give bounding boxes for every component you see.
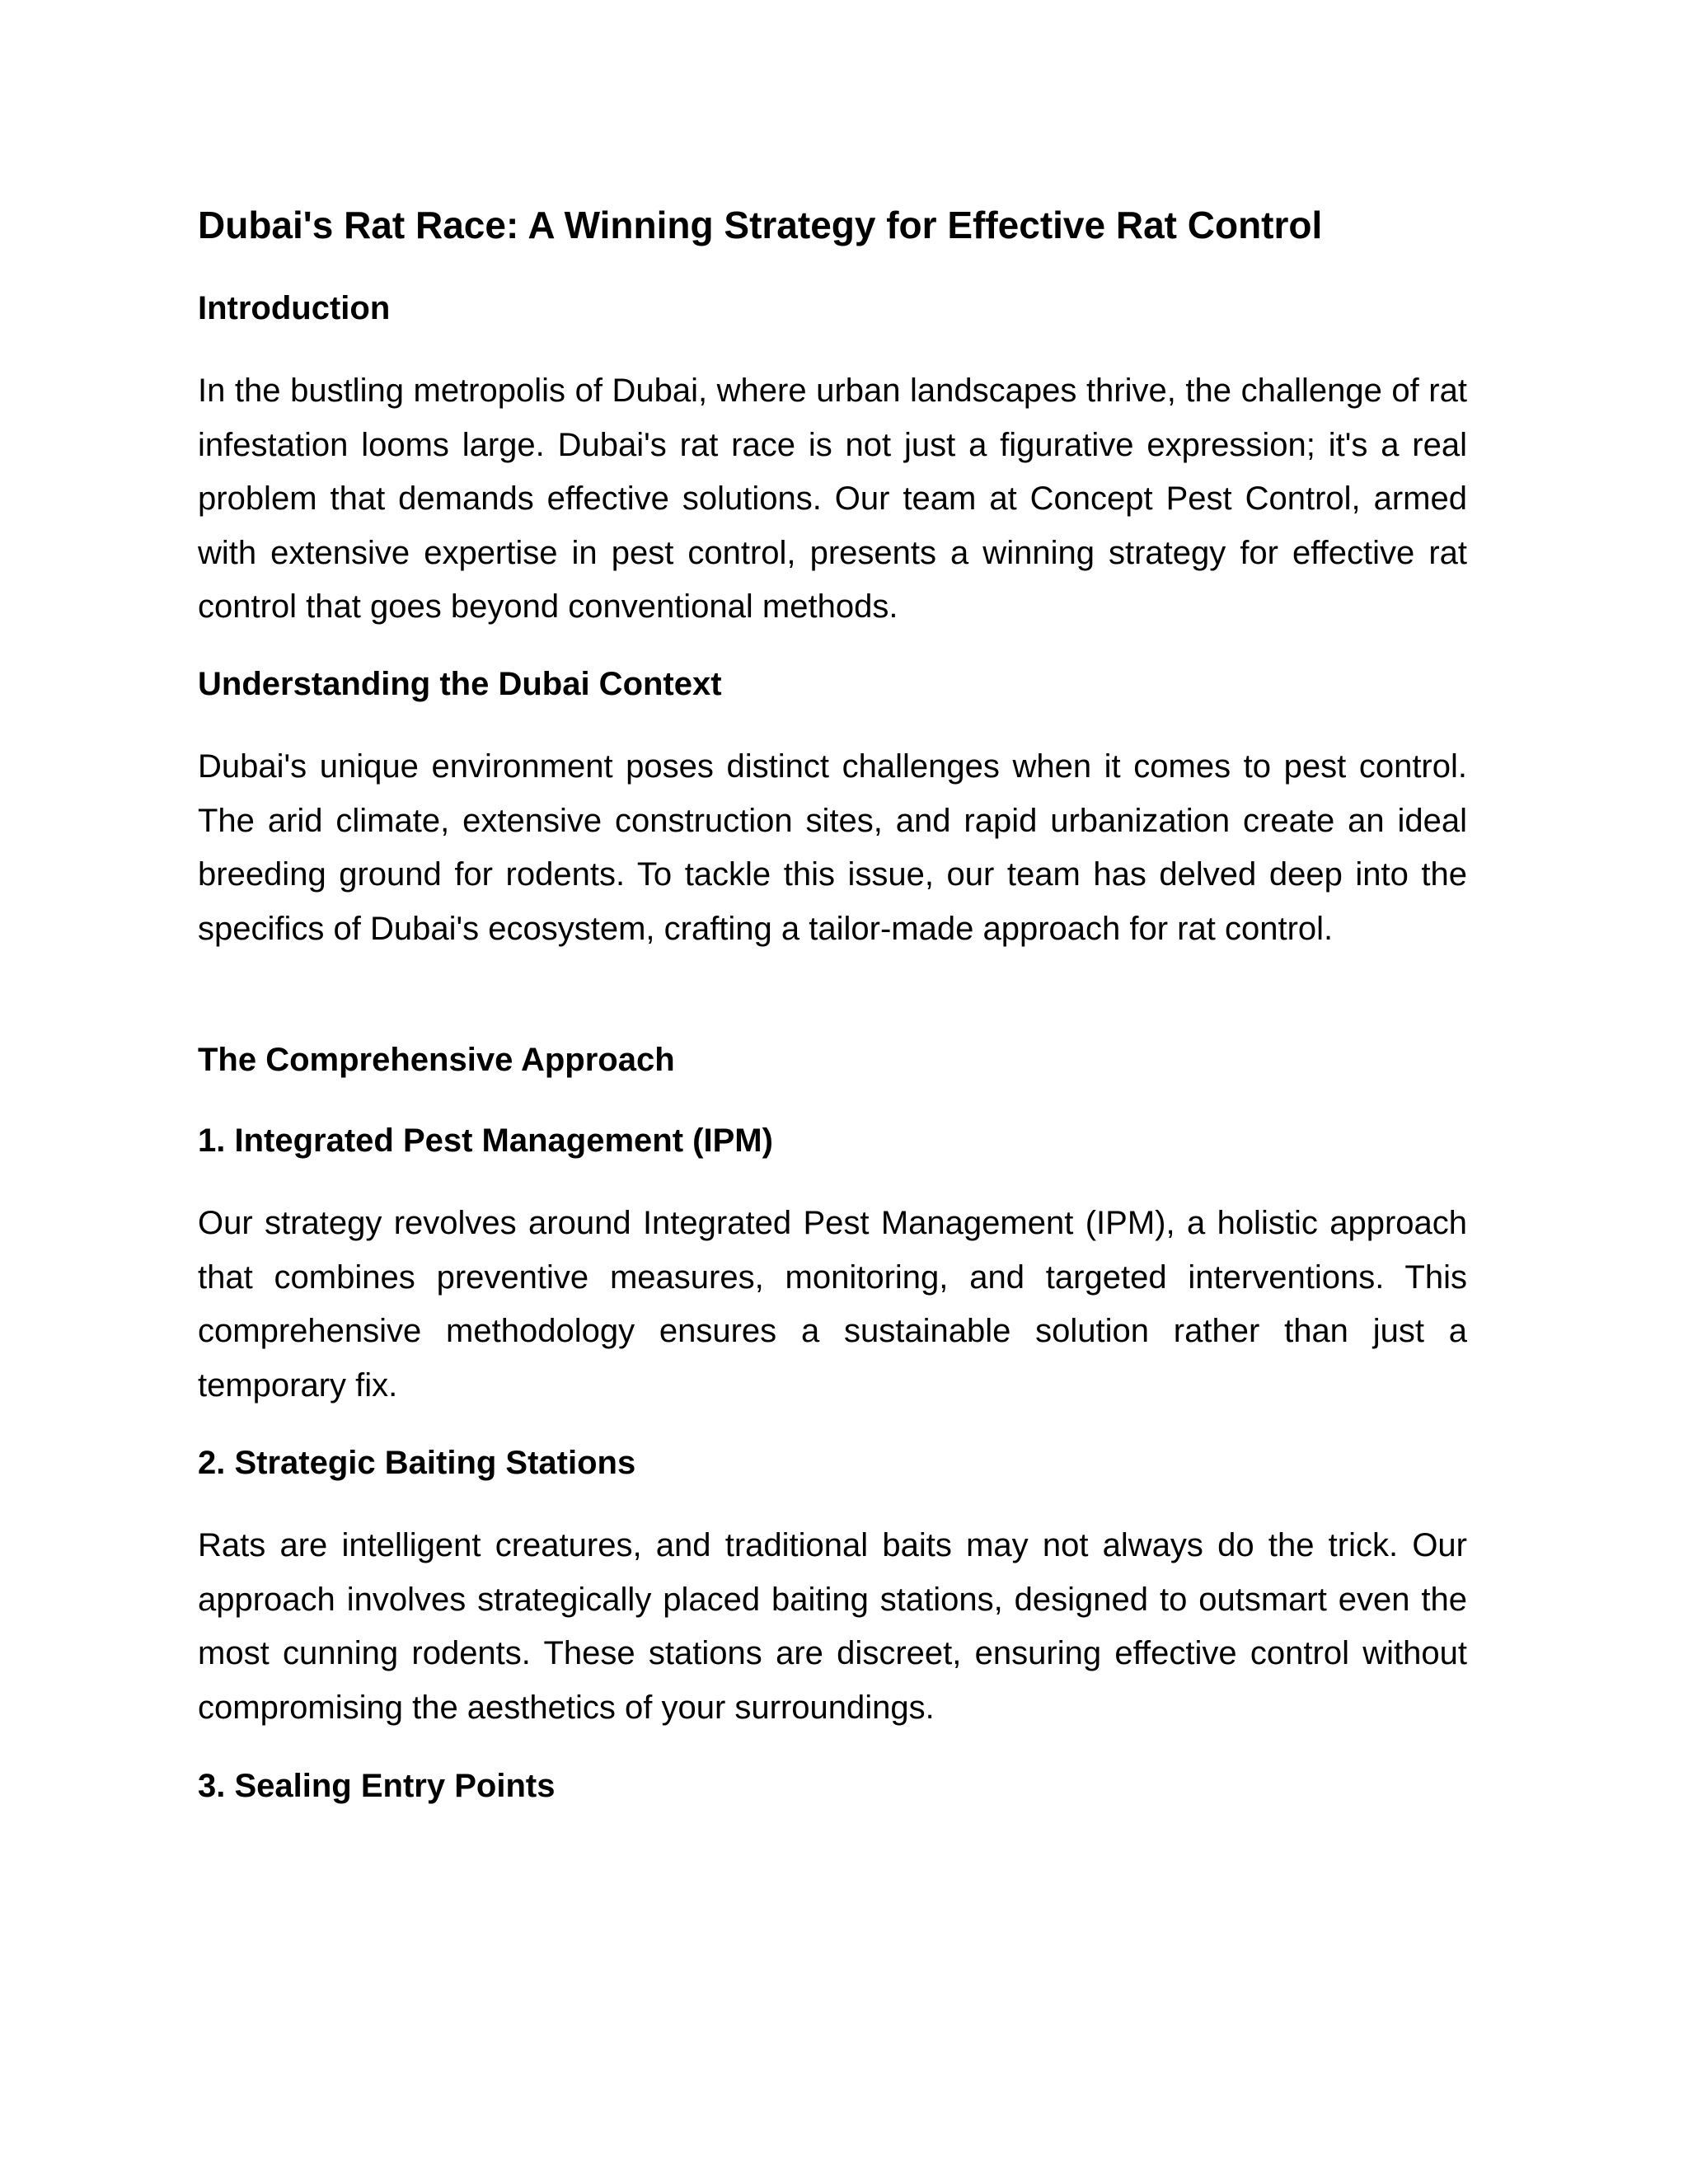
paragraph-ipm: Our strategy revolves around Integrated Pest Management (IPM), a holistic approach that combines preventive measures, monitoring, and targeted interventions. This comprehensive methodology ensures a sustainable solution rather than just a temporary fix. bbox=[198, 1205, 1467, 1404]
section-heading-sealing: 3. Sealing Entry Points bbox=[198, 1768, 556, 1804]
section-heading-approach: The Comprehensive Approach bbox=[198, 1042, 675, 1078]
paragraph-baiting: Rats are intelligent creatures, and traditional baits may not always do the trick. Our approach involves strategically placed baiting stations, designed to outsmart even the most cunning rodents. These stations are discreet, ensuring effective control without compromising the aesthetics of your surroundings. bbox=[198, 1527, 1467, 1726]
section-heading-context: Understanding the Dubai Context bbox=[198, 666, 722, 702]
section-heading-ipm: 1. Integrated Pest Management (IPM) bbox=[198, 1122, 773, 1159]
document-title: Dubai's Rat Race: A Winning Strategy for Effective Rat Control bbox=[198, 204, 1323, 246]
paragraph-context: Dubai's unique environment poses distinct challenges when it comes to pest control. The arid climate, extensive construction sites, and rapid urbanization create an ideal breeding ground for rodents. To tackle this issue, our team has delved deep into the specifics of Dubai's ecosystem, crafting a tailor-made approach for rat control. bbox=[198, 748, 1467, 947]
section-heading-baiting: 2. Strategic Baiting Stations bbox=[198, 1445, 636, 1481]
section-heading-introduction: Introduction bbox=[198, 290, 391, 326]
paragraph-introduction: In the bustling metropolis of Dubai, where urban landscapes thrive, the challenge of rat infestation looms large. Dubai's rat race is not just a figurative expression; it's a real problem that demands effective solutions. Our team at Concept Pest Control, armed with extensive expertise in pest control, presents a winning strategy for effective rat control that goes beyond conventional methods. bbox=[198, 373, 1467, 626]
